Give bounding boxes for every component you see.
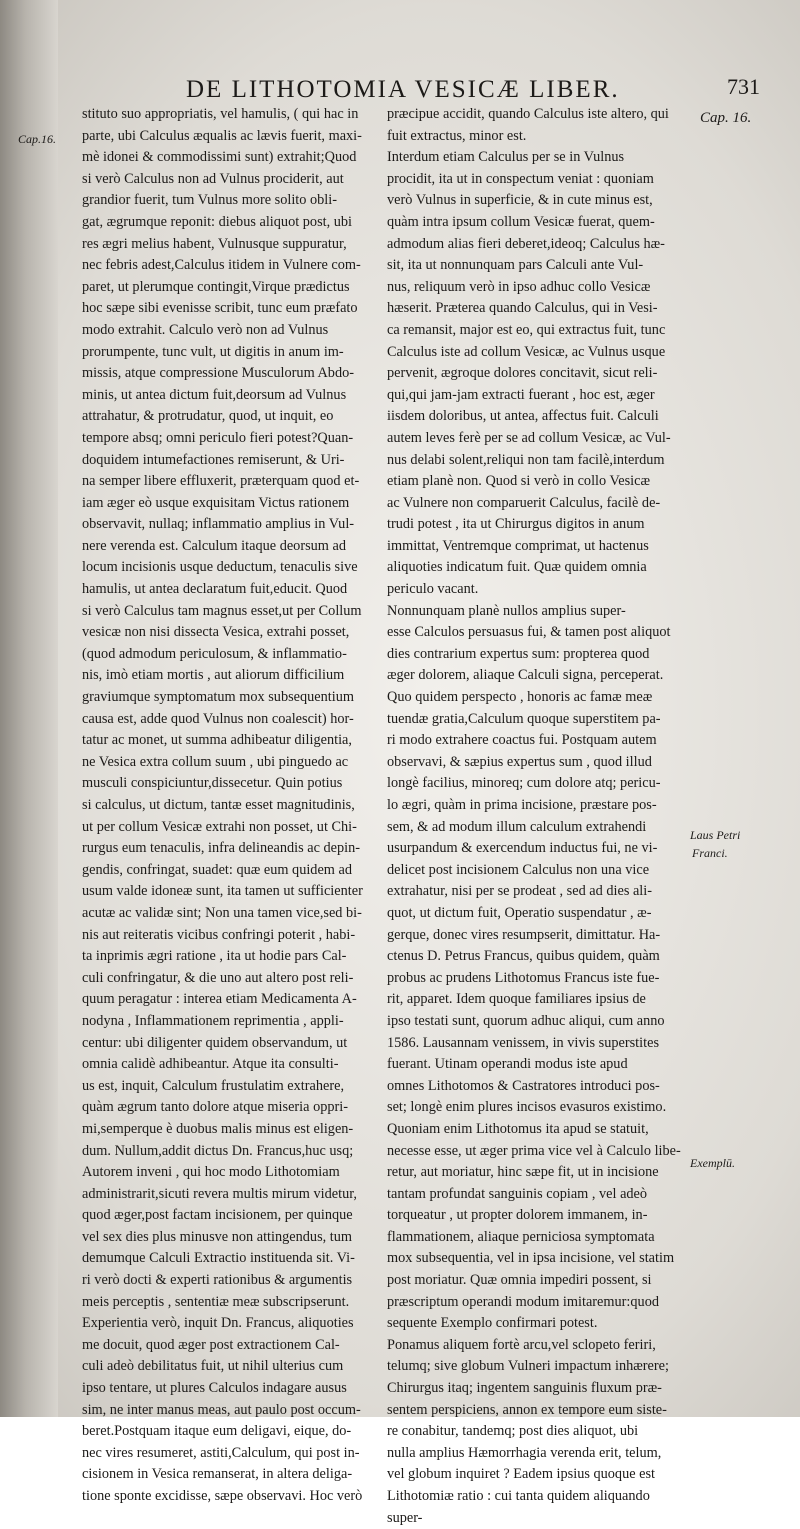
text-line: beret.Postquam itaque eum deligavi, eique, do- [82,1423,352,1440]
text-line: mox subsequentia, vel in ipsa incisione, vel statim [387,1250,675,1267]
text-line: hoc sæpe sibi evenisse scribit, tunc eum præfato [82,300,358,317]
text-line: torqueatur , ut propter dolorem immanem, in- [387,1207,648,1224]
text-line: hæserit. Præterea quando Calculus, qui in Vesi- [387,300,658,317]
text-line: ca remansit, major est eo, qui extractus fuit, tunc [387,321,666,338]
text-line: dum. Nullum,addit dictus Dn. Francus,huc usq; [82,1142,354,1159]
text-line: na semper libere effluxerit, præterquam quod et- [82,473,360,490]
text-line: Chirurgus itaq; ingentem sanguinis fluxum præ- [387,1380,662,1397]
text-line: missis, atque compressione Musculorum Abdo- [82,365,355,382]
text-line: observavit, nullaq; inflammatio amplius in Vul- [82,516,355,533]
text-line: cisionem in Vesica remanserat, in altera deliga- [82,1466,353,1483]
text-line: gerque, donec vires resumpserit, dimittatur. Ha- [387,926,661,943]
text-line: vel sex dies plus minusve non attingendus, tum [82,1228,353,1245]
text-line: procidit, ita ut in conspectum veniat : quoniam [387,170,654,187]
margin-note-franci: Franci. [692,846,728,860]
text-line: ta inprimis ægri ratione , ita ut hodie pars Cal- [82,948,347,965]
text-line: res ægri melius habent, Vulnusque suppuratur, [82,235,347,252]
text-line: Ponamus aliquem fortè arcu,vel sclopeto feriri, [387,1336,656,1353]
text-column-right [387,104,687,1529]
text-line: vel globum inquiret ? Eadem ipsius quoque est [387,1466,656,1483]
text-line: re conabitur, tandemq; post dies aliquot, ubi [387,1423,639,1440]
text-line: centur: ubi diligenter quidem observandum, ut [82,1034,348,1051]
text-line: observavi, & sæpius expertus sum , quod illud [387,753,652,770]
text-line: Calculus iste ad collum Vesicæ, ac Vulnus usque [387,343,666,360]
text-line: pervenit, ægroque dolores concitavit, sicut reli- [387,365,658,382]
text-line: Quo quidem perspecto , honoris ac famæ meæ [387,689,653,706]
text-line: si verò Calculus non ad Vulnus prociderit, aut [82,170,344,187]
text-line: set; longè enim plures incisos evasuros existimo. [387,1099,667,1116]
text-line: sentem perspiciens, annon ex tempore eum siste- [387,1401,667,1418]
text-line: esse Calculos persuasus fui, & tamen post aliquot [387,624,671,641]
text-line: causa est, adde quod Vulnus non coalescit) hor- [82,710,354,727]
text-line: periculo vacant. [387,581,479,598]
text-line: tuendæ gratia,Calculum quoque superstitem pa- [387,710,661,727]
text-line: omnes Lithotomos & Castratores introduci pos- [387,1077,660,1094]
text-line: ac Vulnere non comparuerit Calculus, facilè de- [387,494,661,511]
text-line: minis, ut antea dictum fuit,deorsum ad Vulnus [82,386,347,403]
text-line: aliquoties indicatum fuit. Quæ quidem omnia [387,559,647,576]
text-line: longè facilius, minoreq; cum dolore atq; pericu- [387,775,661,792]
text-line: autem leves ferè per se ad collum Vesicæ, ac Vul- [387,429,671,446]
text-line: administrarit,sicuti revera multis mirum videtur, [82,1185,357,1202]
text-line: iisdem doloribus, ut antea, affectus fuit. Calculi [387,408,659,425]
text-line: paret, ut plerumque contingit,Virque prædictus [82,278,350,295]
text-line: post moriatur. Quæ omnia impediri possent, si [387,1272,652,1289]
text-line: ri modo extrahere coactus fui. Postquam autem [387,732,657,749]
text-line: Experientia verò, inquit Dn. Francus, aliquoties [82,1315,354,1332]
margin-note-laus: Laus Petri [690,828,741,842]
text-column-left [82,104,378,1508]
text-line: locum incisionis usque deductum, tenaculis sive [82,559,358,576]
text-line: (quod admodum periculosum, & inflammatio- [82,645,347,662]
text-line: tione sponte excidisse, sæpe observavi. Hoc verò [82,1488,363,1504]
text-line: retur, aut moriatur, hinc sæpe fit, ut in incisione [387,1164,659,1181]
text-line: meis perceptis , sententiæ meæ subscripserunt. [82,1293,350,1310]
text-line: nus delabi solent,reliqui non tam facilè,interdum [387,451,665,468]
text-line: iam æger eò usque exquisitam Victus rationem [82,494,350,511]
text-line: sem, & ad modum illum calculum extrahendi [387,818,647,835]
running-head: DE LITHOTOMIA VESICÆ LIBER. [186,76,620,103]
binding-gutter [0,0,58,1417]
text-line: rit, apparet. Idem quoque familiares ipsius de [387,991,646,1008]
text-line: acutæ ac validæ sint; Non una tamen vice,sed bi- [82,904,362,921]
text-line: prorumpente, tunc vult, ut digitis in anum im- [82,343,344,360]
text-line: nodyna , Inflammationem reprimentia , appli- [82,1012,344,1029]
text-line: lo ægri, quàm in prima incisione, præstare pos- [387,797,657,813]
text-line: præcipue accidit, quando Calculus iste altero, qui [387,106,669,122]
margin-note-chapter-right: Cap. 16. [700,110,752,126]
page-number: 731 [727,74,760,99]
margin-note-chapter-left: Cap.16. [18,132,57,146]
text-line: grandior fuerit, tum Vulnus more solito obli- [82,192,337,209]
text-line: si calculus, ut dictum, tantæ esset magnitudinis, [82,797,355,813]
text-line: quàm ægrum tanto dolore atque miseria oppri- [82,1099,349,1116]
margin-note-exemplum: Exemplū. [690,1156,735,1170]
text-line: quod æger,post factam incisionem, per quinque [82,1207,353,1224]
text-line: nis aut reiteratis vicibus confringi poterit , habi- [82,926,356,943]
text-line: stituto suo appropriatis, vel hamulis, ( qui hac in [82,106,359,122]
text-line: probus ac prudens Lithotomus Francus iste fue- [387,969,660,986]
text-line: quot, ut dictum fuit, Operatio suspendatur , æ- [387,904,652,921]
text-line: immittat, Ventremque comprimat, ut hactenus [387,537,649,554]
text-line: gendis, confringat, suadet: quæ eum quidem ad [82,861,352,878]
text-line: sim, ne inter manus meas, aut paulo post occum- [82,1401,361,1418]
text-line: ctenus D. Petrus Francus, quibus quidem, quàm [387,948,660,965]
text-line: me docuit, quod æger post extractionem Cal- [82,1336,340,1353]
text-line: Quoniam enim Lithotomus ita apud se statuit, [387,1120,649,1137]
text-line: fuit extractus, minor est. [387,127,527,144]
text-line: hamulis, ut antea declaratum fuit,educit. Quod [82,581,348,598]
text-line: æger dolorem, aliaque Calculi signa, perceperat. [387,667,664,684]
text-line: fuerant. Utinam operandi modus iste apud [387,1056,628,1073]
text-line: rurgus eum tenaculis, infra delineandis ac depin- [82,840,361,857]
text-line: tatur ac monet, ut summa adhibeatur diligentia, [82,732,352,749]
text-line: sit, ita ut nonnunquam pars Calculi ante Vul- [387,257,644,274]
text-line: telumq; sive globum Vulneri impactum inhærere; [387,1358,669,1375]
text-line: ri verò docti & experti rationibus & argumentis [82,1272,353,1289]
text-line: Interdum etiam Calculus per se in Vulnus [387,149,625,166]
text-line: si verò Calculus tam magnus esset,ut per Collum [82,602,362,619]
text-line: præscriptum operandi modum imitaremur:quod [387,1293,659,1310]
text-line: mè idonei & commodissimi sunt) extrahit;Quod [82,149,357,166]
text-line: nulla amplius Hæmorrhagia verenda erit, telum, [387,1444,662,1461]
text-line: ut per collum Vesicæ extrahi non posset, ut Chi- [82,818,357,835]
text-line: musculi conspiciuntur,dissecetur. Quin potius [82,775,343,792]
text-line: ipso tentare, ut plures Calculos indagare ausus [82,1380,347,1397]
text-line: mi,semperque è duobus malis minus est eligen- [82,1120,354,1137]
text-line: nere verenda est. Calculum itaque deorsum ad [82,537,346,554]
text-line: delicet post incisionem Calculus non una vice [387,861,650,878]
text-line: gat, ægrumque reponit: diebus aliquot post, ubi [82,213,353,230]
text-line: ne Vesica extra collum suum , ubi pinguedo ac [82,753,349,770]
text-line: doquidem intumefactiones remiserunt, & Uri- [82,451,345,468]
text-line: tantam profundat sanguinis copiam , vel adeò [387,1185,648,1202]
text-line: ipso testati sunt, quorum adhuc aliqui, cum anno [387,1012,665,1029]
text-line: Autorem inveni , qui hoc modo Lithotomiam [82,1164,340,1181]
text-line: etiam planè non. Quod si verò in collo Vesicæ [387,473,650,490]
text-line: super- [387,1509,423,1526]
text-line: omnia calidè adhibeantur. Atque ita consulti- [82,1056,339,1073]
text-line: trudi potest , ita ut Chirurgus digitos in anum [387,516,645,533]
text-line: vesicæ non nisi dissecta Vesica, extrahi posset, [82,624,350,641]
text-line: verò Vulnus in superficie, & in cute minus est, [387,192,653,209]
text-line: usurpandum & exercendum inductus fui, ne vi- [387,840,658,857]
text-line: sequente Exemplo confirmari potest. [387,1315,598,1332]
text-line: quàm intra ipsum collum Vesicæ fuerat, quem- [387,213,655,230]
text-line: quum peragatur : interea etiam Medicamenta A- [82,991,357,1008]
text-line: admodum alias fieri deberet,ideoq; Calculus hæ- [387,235,665,252]
text-line: parte, ubi Calculus æqualis ac lævis fuerit, maxi- [82,127,362,144]
text-line: tempore absq; omni periculo fieri potest?Quan- [82,429,354,446]
text-line: nec febris adest,Calculus itidem in Vulnere com- [82,257,361,274]
text-line: demumque Calculi Extractio instituenda sit. Vi- [82,1250,355,1267]
text-line: culi confringatur, & die uno aut altero post reli- [82,969,354,986]
text-line: qui,qui jam-jam extracti fuerant , hoc est, æger [387,386,655,403]
text-line: dies contrarium expertus sum: propterea quod [387,645,650,662]
text-line: culi adeò debilitatus fuit, ut nihil ulterius cum [82,1358,344,1375]
text-line: flammationem, aliaque perniciosa symptomata [387,1228,655,1245]
text-line: graviumque symptomatum mox subsequentium [82,689,355,706]
text-line: Nonnunquam planè nullos amplius super- [387,602,626,619]
text-line: attrahatur, & protrudatur, quod, ut inquit, eo [82,408,334,425]
text-line: extrahatur, nisi per se prodeat , sed ad dies ali- [387,883,653,900]
text-line: nus, reliquum verò in ipso adhuc collo Vesicæ [387,278,651,295]
text-line: modo extrahit. Calculo verò non ad Vulnus [82,321,329,338]
text-line: 1586. Lausannam venissem, in vivis superstites [387,1034,660,1051]
text-line: nis, imò etiam mortis , aut aliorum difficilium [82,667,345,684]
text-line: nec vires resumeret, astiti,Calculum, qui post in- [82,1444,360,1461]
text-line: us est, inquit, Calculum frustulatim extrahere, [82,1077,345,1094]
text-line: usum valde idoneæ sunt, ita tamen ut sufficienter [82,883,363,900]
text-line: necesse esse, ut æger prima vice vel à Calculo libe- [387,1142,681,1159]
text-line: Lithotomiæ ratio : cui tanta quidem aliquando [387,1488,650,1504]
